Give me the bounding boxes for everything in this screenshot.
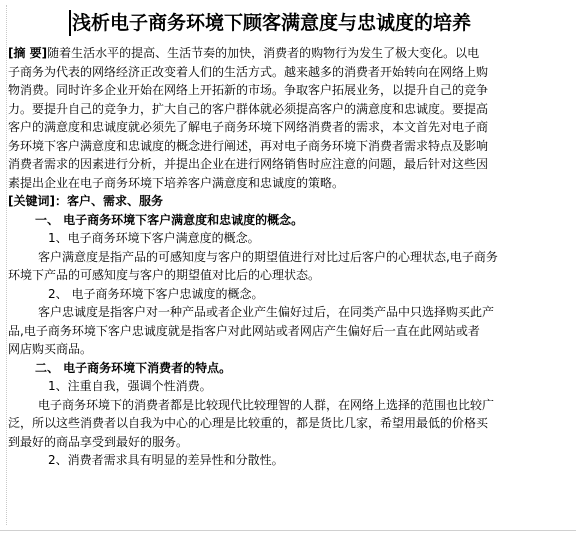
abstract-line[interactable]: 务环境下客户满意度和忠诚度的概念进行阐述，再对电子商务环境下消费者需求特点及影响 xyxy=(8,138,489,153)
abstract-line[interactable] xyxy=(8,44,570,63)
document-body[interactable] xyxy=(8,44,570,470)
subsection-heading[interactable]: 2、消费者需求具有明显的差异性和分散性。 xyxy=(48,453,284,467)
keywords-line[interactable]: [关键词]：客户、需求、服务 xyxy=(8,194,163,208)
abstract-line[interactable]: 子商务为代表的网络经济正改变着人们的生活方式。越来越多的消费者开始转向在网络上购 xyxy=(8,64,489,79)
paragraph-line[interactable]: 环境下产品的可感知度与客户的期望值对比后的心理状态。 xyxy=(8,268,321,282)
paragraph-line[interactable]: 客户忠诚度是指客户对一种产品或者企业产生偏好过后，在同类产品中只选择购买此产 xyxy=(38,305,495,319)
document-title[interactable]: 浅析电子商务环境下顾客满意度与忠诚度的培养 xyxy=(72,12,472,34)
text-cursor xyxy=(69,10,71,36)
abstract-line[interactable]: 素提出企业在电子商务环境下培养客户满意度和忠诚度的策略。 xyxy=(8,175,345,190)
paragraph-line[interactable]: 泛，所以这些消费者以自我为中心的心理是比较重的，都是货比几家，希望用最低的价格买 xyxy=(8,416,489,430)
paragraph-line[interactable]: 电子商务环境下的消费者都是比较现代比较理智的人群，在网络上选择的范围也比较广 xyxy=(38,397,495,412)
abstract-line[interactable]: 力。要提升自己的竞争力，扩大自己的客户群体就必须提高客户的满意度和忠诚度。要提高 xyxy=(8,101,489,116)
section-heading[interactable]: 二、 电子商务环境下消费者的特点。 xyxy=(35,360,232,375)
paragraph-line[interactable]: 品,电子商务环境下客户忠诚度就是指客户对此网站或者网店产生偏好后一直在此网站或者 xyxy=(8,323,480,338)
subsection-heading[interactable]: 2、 电子商务环境下客户忠诚度的概念。 xyxy=(48,286,264,301)
abstract-text: 随着生活水平的提高、生活节奏的加快，消费者的购物行为发生了极大变化。以电 xyxy=(47,46,480,60)
section-heading[interactable]: 一、 电子商务环境下客户满意度和忠诚度的概念。 xyxy=(35,212,304,227)
abstract-line[interactable]: 物消费。同时许多企业开始在网络上开拓新的市场。争取客户拓展业务，以提升自己的竞争 xyxy=(8,83,489,97)
abstract-line[interactable]: 消费者需求的因素进行分析，并提出企业在进行网络销售时应注意的问题，最后针对这些因 xyxy=(8,157,489,171)
paragraph-line[interactable]: 到最好的商品享受到最好的服务。 xyxy=(8,434,189,449)
paragraph-line[interactable]: 客户满意度是指产品的可感知度与客户的期望值进行对比过后客户的心理状态,电子商务 xyxy=(38,249,498,264)
abstract-line[interactable]: 客户的满意度和忠诚度就必须先了解电子商务环境下网络消费者的需求，本文首先对电子商 xyxy=(8,120,489,134)
paragraph-line[interactable]: 网店购买商品。 xyxy=(8,342,93,356)
page-divider xyxy=(0,530,576,531)
abstract-label: [摘 要] xyxy=(8,46,48,60)
subsection-heading[interactable]: 1、电子商务环境下客户满意度的概念。 xyxy=(48,231,260,245)
subsection-heading[interactable]: 1、注重自我，强调个性消费。 xyxy=(48,379,212,393)
